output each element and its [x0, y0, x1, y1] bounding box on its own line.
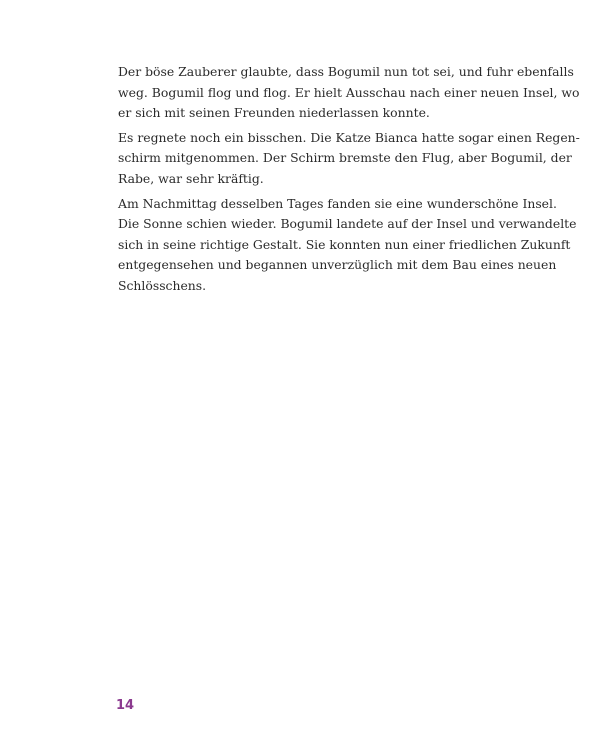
text-line: entgegensehen und begannen unverzüglich mit dem Bau eines neuen — [118, 257, 557, 273]
text-line: Es regnete noch ein bisschen. Die Katze Bianca hatte sogar einen Regen- — [118, 129, 580, 145]
paragraph-2 — [118, 128, 580, 190]
text-line: weg. Bogumil flog und flog. Er hielt Ausschau nach einer neuen Insel, wo — [118, 84, 580, 100]
page-number: 14 — [116, 698, 135, 713]
text-line: Am Nachmittag desselben Tages fanden sie eine wunderschöne Insel. — [118, 195, 557, 211]
text-line: Schlösschens. — [118, 277, 207, 293]
text-line: schirm mitgenommen. Der Schirm bremste den Flug, aber Bogumil, der — [118, 150, 572, 166]
text-line: er sich mit seinen Freunden niederlassen konnte. — [118, 105, 430, 121]
paragraph-3 — [118, 194, 577, 297]
text-line: Die Sonne schien wieder. Bogumil landete auf der Insel und verwandelte — [118, 216, 577, 232]
body-text — [118, 62, 580, 301]
text-line: Rabe, war sehr kräftig. — [118, 170, 264, 186]
text-line: sich in seine richtige Gestalt. Sie konnten nun einer friedlichen Zukunft — [118, 236, 571, 252]
paragraph-1 — [118, 62, 580, 124]
text-line: Der böse Zauberer glaubte, dass Bogumil nun tot sei, und fuhr ebenfalls — [118, 64, 574, 79]
